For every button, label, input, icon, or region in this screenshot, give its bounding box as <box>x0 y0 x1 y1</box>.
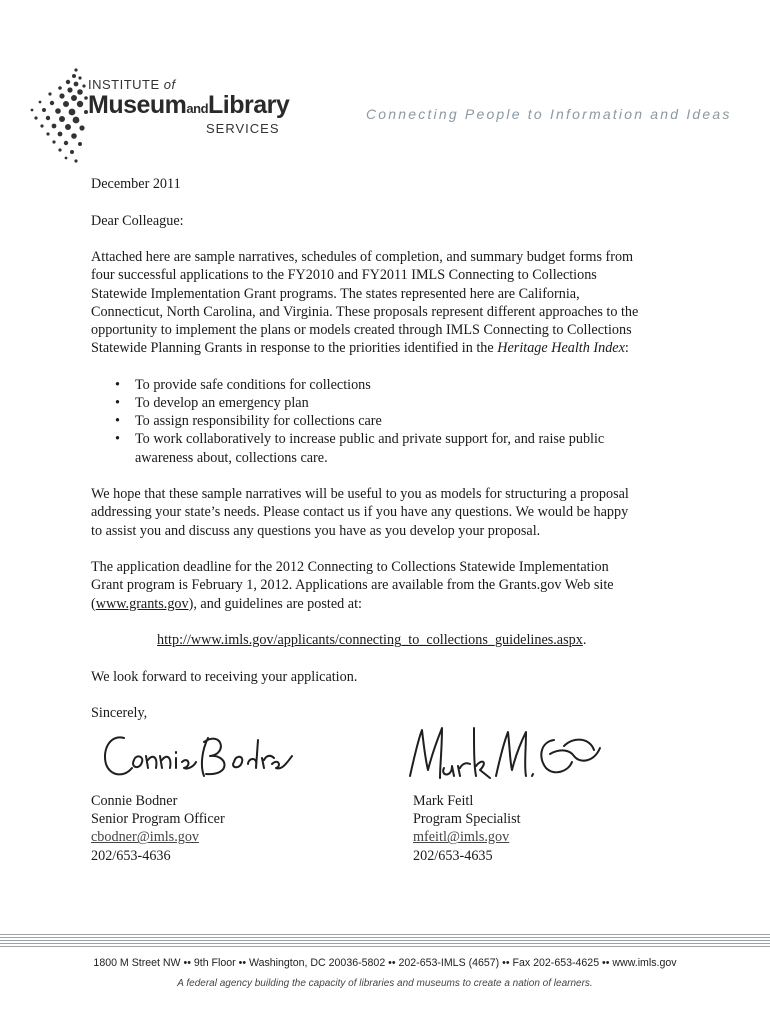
paragraph-deadline <box>91 558 691 613</box>
paragraph-line: We hope that these sample narratives will be useful to you as models for structuring a proposal <box>91 486 629 503</box>
closing-line: We look forward to receiving your application. <box>91 668 358 685</box>
paragraph-line: Connecticut, North Carolina, and Virginia. These proposals represent different approaches to the <box>91 303 639 320</box>
heritage-health-index-title: Heritage Health Index <box>497 340 625 357</box>
signer-title: Program Specialist <box>413 811 521 828</box>
paragraph-hope <box>91 485 691 540</box>
paragraph-line <box>91 339 691 357</box>
signer-phone: 202/653-4636 <box>91 847 171 864</box>
paragraph-text: ), and guidelines are posted at: <box>188 595 362 612</box>
paragraph-line: opportunity to implement the plans or models created through IMLS Connecting to Collections <box>91 322 632 338</box>
header-tagline: Connecting People to Information and Ideas <box>366 106 732 122</box>
list-item-text: awareness about, collections care. <box>135 449 328 466</box>
bullet-icon: • <box>115 395 120 411</box>
paragraph-text: ( <box>91 595 96 612</box>
list-item <box>115 394 691 412</box>
letter-body <box>91 175 691 723</box>
list-item-text: To work collaboratively to increase public and private support for, and raise public <box>135 431 605 448</box>
list-item-text: To provide safe conditions for collections <box>135 376 371 393</box>
signer-block-right <box>413 792 521 865</box>
paragraph-text: . <box>582 632 587 649</box>
logo-and-text: and <box>186 101 209 116</box>
paragraph-line: The application deadline for the 2012 Connecting to Collections Statewide Implementation <box>91 559 609 576</box>
signature-connie-bodner <box>96 720 296 790</box>
signer-phone: 202/653-4635 <box>413 847 493 864</box>
signature-mark-feitl <box>404 718 604 788</box>
bullet-icon: • <box>115 413 120 430</box>
list-item <box>115 412 691 430</box>
signer-email-link[interactable]: cbodner@imls.gov <box>91 829 200 846</box>
signer-block-left <box>91 792 225 865</box>
signer-title: Senior Program Officer <box>91 811 225 828</box>
footer-motto: A federal agency building the capacity of libraries and museums to create a nation of learners. <box>177 978 593 989</box>
signer-email-link[interactable]: mfeitl@imls.gov <box>413 829 510 846</box>
paragraph-line: addressing your state’s needs. Please contact us if you have any questions. We would be happy <box>91 504 629 521</box>
paragraph-intro <box>91 248 691 357</box>
signer-name: Connie Bodner <box>91 793 178 809</box>
logo-library-text: Library <box>208 91 290 119</box>
guidelines-url-line <box>91 631 691 649</box>
paragraph-line <box>91 595 691 613</box>
paragraph-line: Grant program is February 1, 2012. Applications are available from the Grants.gov Web site <box>91 577 614 594</box>
imls-logo-wordmark <box>88 78 289 136</box>
list-item <box>115 430 691 466</box>
paragraph-line: Attached here are sample narratives, schedules of completion, and summary budget forms from <box>91 249 634 266</box>
paragraph-line: to assist you and discuss any questions you have as you develop your proposal. <box>91 522 541 539</box>
guidelines-link[interactable]: http://www.imls.gov/applicants/connecting_to_collections_guidelines.aspx <box>157 632 583 649</box>
priorities-list <box>91 376 691 467</box>
logo-services-text: SERVICES <box>206 121 280 136</box>
bullet-icon: • <box>115 376 120 393</box>
footer-rule <box>0 934 770 950</box>
list-item-text: To assign responsibility for collections care <box>135 413 382 430</box>
grants-gov-link[interactable]: www.grants.gov <box>95 595 189 612</box>
logo-main-line <box>88 92 289 122</box>
list-item <box>115 376 691 394</box>
letter-date: December 2011 <box>91 176 181 192</box>
paragraph-text: Statewide Planning Grants in response to the priorities identified in the <box>91 340 498 357</box>
imls-logo-mark <box>28 66 92 166</box>
logo-museum-text: Museum <box>88 91 187 119</box>
list-item-text: To develop an emergency plan <box>135 395 309 411</box>
logo-institute-text: INSTITUTE <box>88 77 160 92</box>
sign-off: Sincerely, <box>91 705 148 722</box>
footer-address: 1800 M Street NW •• 9th Floor •• Washington, DC 20036-5802 •• 202-653-IMLS (4657) •• Fax 202-653-4625 •• www.imls.gov <box>93 957 677 969</box>
logo-institute-line <box>88 78 289 92</box>
paragraph-line: Statewide Implementation Grant programs. The states represented here are California, <box>91 285 580 302</box>
signer-name: Mark Feitl <box>413 793 474 809</box>
letter-salutation: Dear Colleague: <box>91 212 184 229</box>
bullet-icon: • <box>115 431 120 448</box>
paragraph-line: four successful applications to the FY2010 and FY2011 IMLS Connecting to Collections <box>91 267 597 284</box>
paragraph-text: : <box>624 340 629 357</box>
logo-of-text: of <box>163 77 176 92</box>
